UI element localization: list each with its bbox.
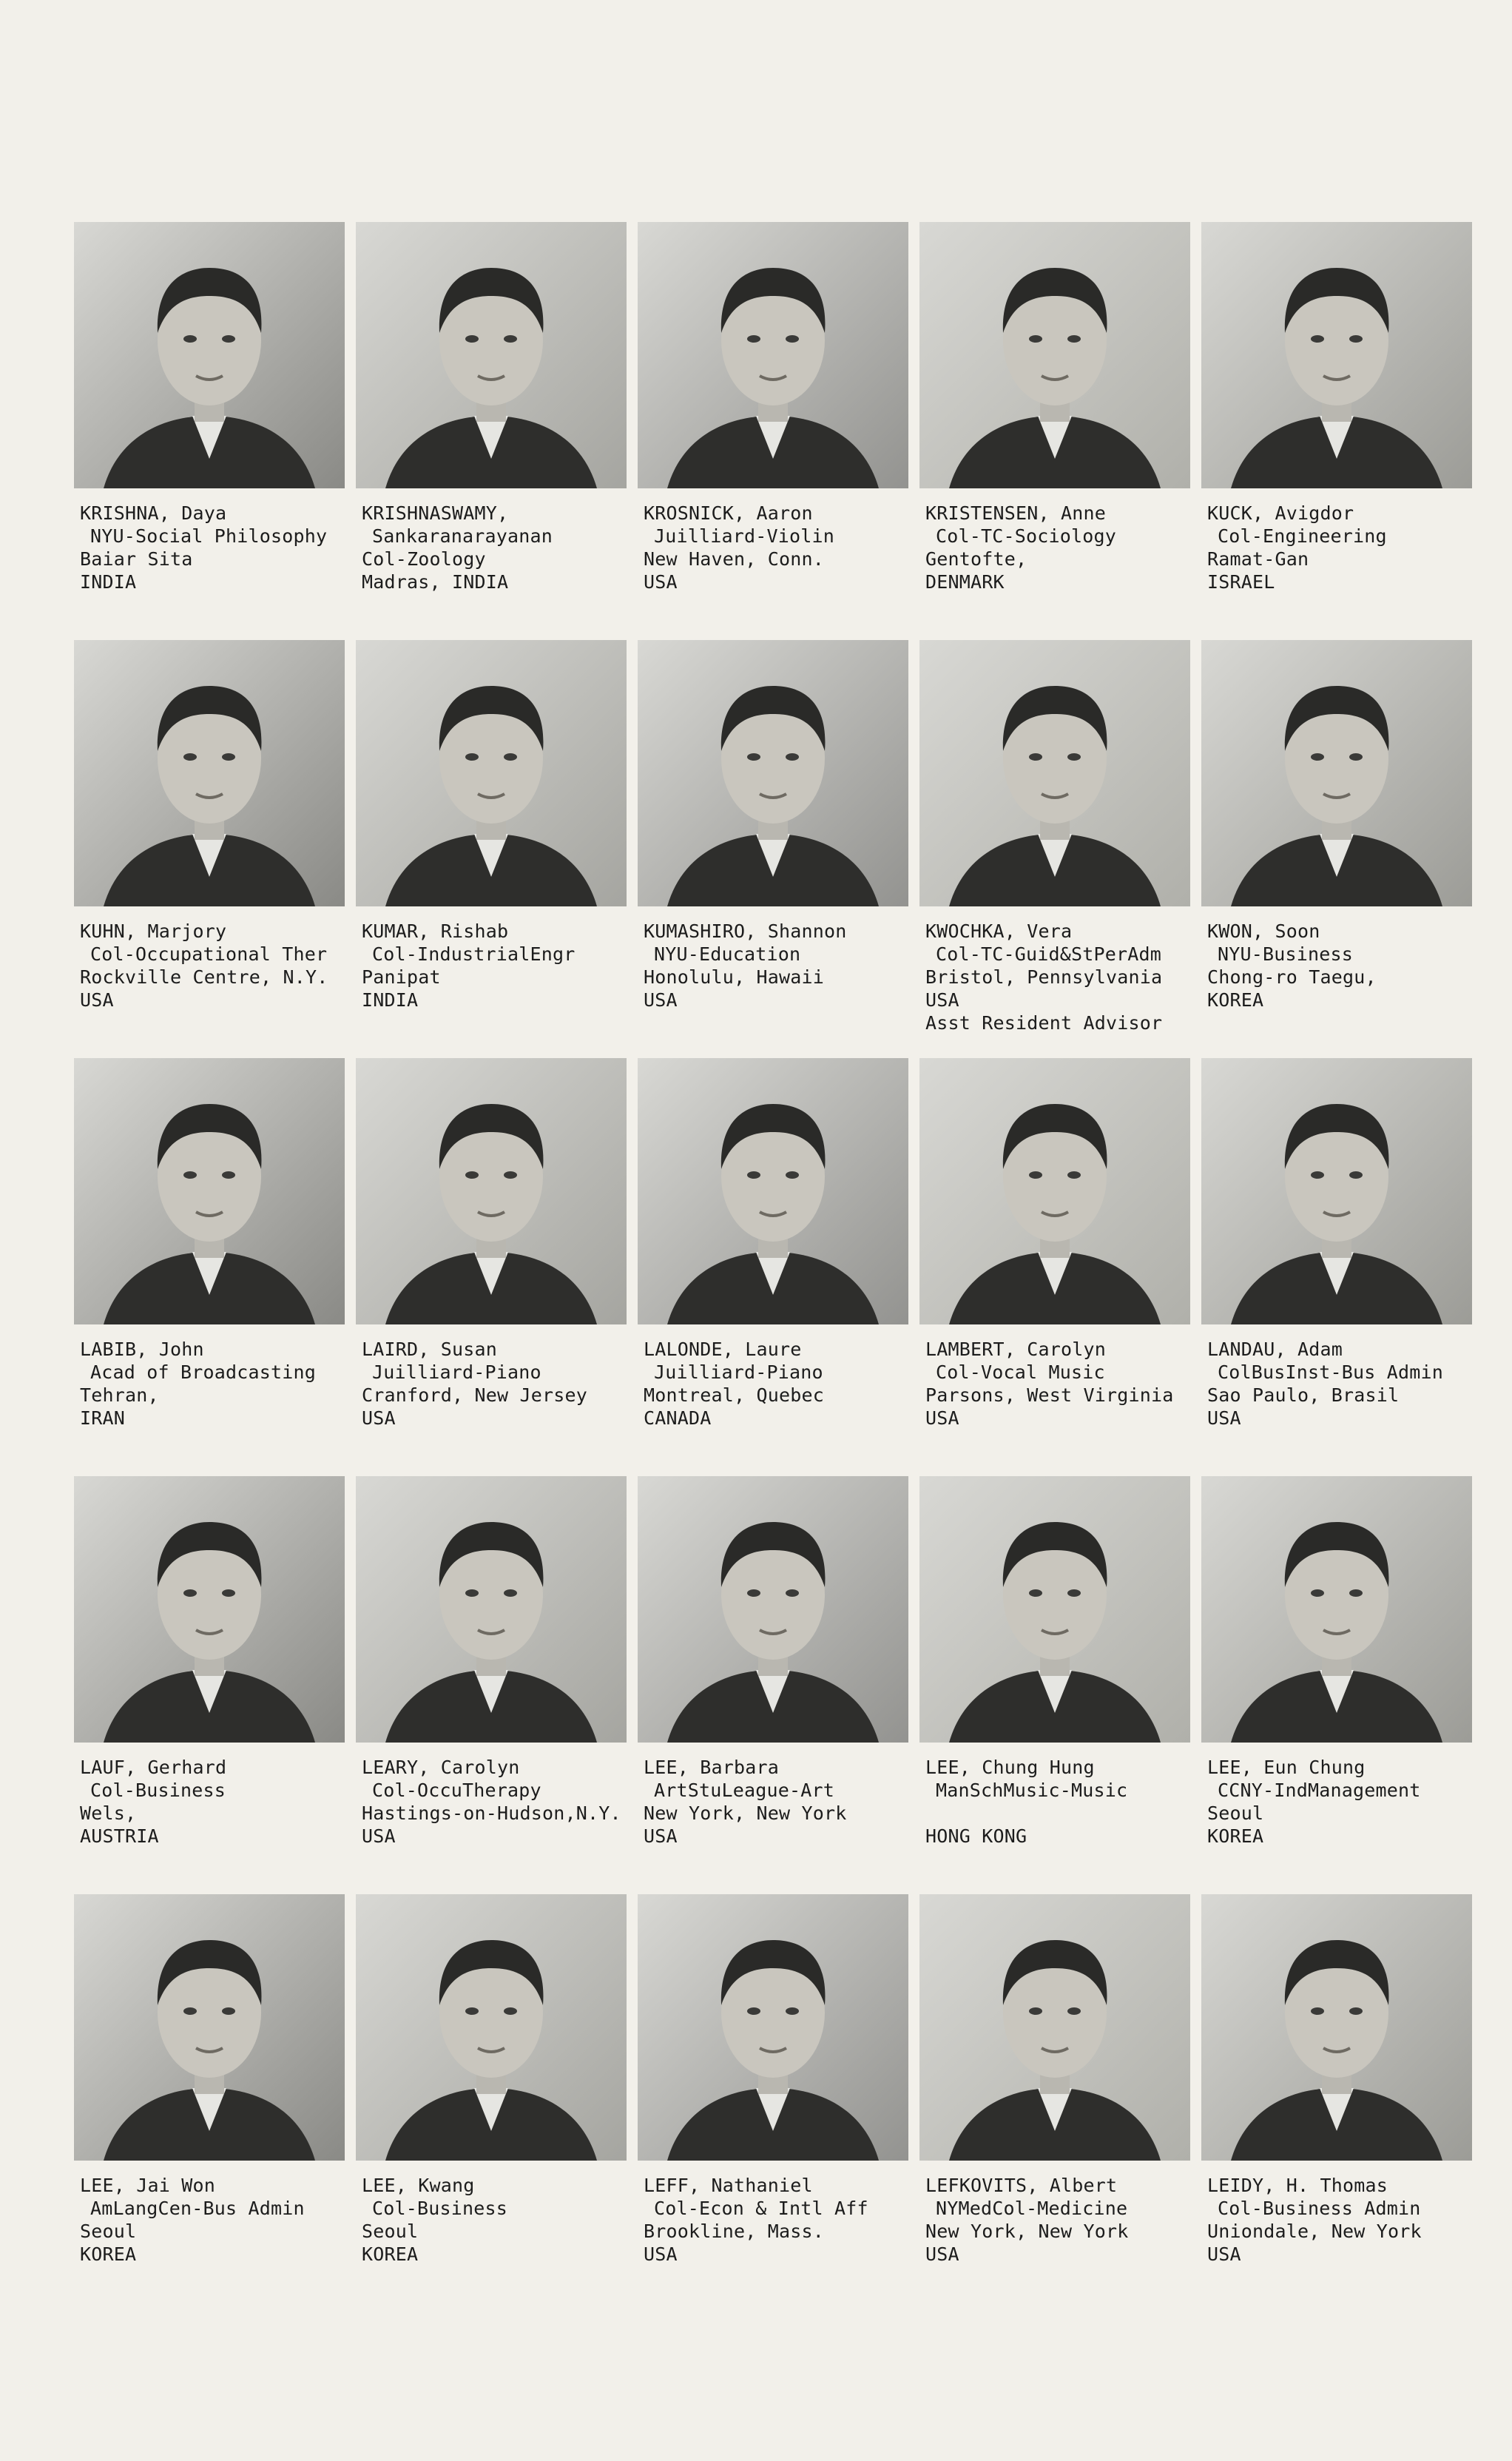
student-entry [356, 1058, 627, 1476]
student-country: HONG KONG [925, 1825, 1027, 1847]
student-hometown [925, 1802, 1192, 1825]
student-school: Col-Business Admin [1218, 2198, 1421, 2219]
portrait-photo [919, 222, 1190, 488]
student-entry [1201, 1058, 1472, 1476]
student-country: KOREA [1207, 1825, 1264, 1847]
student-name: KUMAR, Rishab [362, 920, 509, 942]
student-school: Juilliard-Piano [372, 1361, 541, 1383]
student-hometown: Baiar Sita [80, 548, 193, 570]
student-country: DENMARK [925, 571, 1005, 593]
student-hometown: Gentofte, [925, 548, 1027, 570]
student-country: INDIA [80, 571, 137, 593]
student-entry [1201, 640, 1472, 1058]
student-school: Col-Econ & Intl Aff [654, 2198, 868, 2219]
student-caption [362, 2174, 628, 2266]
student-country: USA [362, 1825, 396, 1847]
portrait-grid [74, 222, 1472, 2312]
student-country: KOREA [362, 2243, 419, 2265]
student-school: ArtStuLeague-Art [654, 1780, 835, 1801]
student-name: LEE, Kwang [362, 2175, 475, 2196]
student-hometown: Chong-ro Taegu, [1207, 966, 1377, 988]
student-name: LEE, Chung Hung [925, 1757, 1095, 1778]
portrait-photo [74, 222, 345, 488]
student-hometown: Sao Paulo, Brasil [1207, 1384, 1400, 1406]
student-caption [80, 502, 346, 593]
portrait-photo [356, 222, 627, 488]
student-entry [919, 1058, 1190, 1476]
student-entry [74, 222, 345, 640]
student-name: LAUF, Gerhard [80, 1757, 227, 1778]
student-hometown: New Haven, Conn. [644, 548, 825, 570]
student-caption [644, 920, 910, 1011]
student-school: Col-IndustrialEngr [372, 943, 576, 965]
student-caption [362, 1756, 628, 1848]
portrait-photo [638, 1058, 908, 1324]
student-caption [80, 920, 346, 1011]
student-hometown: Tehran, [80, 1384, 159, 1406]
student-entry [638, 640, 908, 1058]
student-hometown: Hastings-on-Hudson,N.Y. [362, 1802, 621, 1824]
student-name: LEFKOVITS, Albert [925, 2175, 1118, 2196]
student-name: LEE, Jai Won [80, 2175, 216, 2196]
student-caption [80, 1756, 346, 1848]
student-caption [925, 2174, 1192, 2266]
student-entry [74, 1476, 345, 1894]
student-country: USA [925, 989, 959, 1011]
student-caption [362, 920, 628, 1011]
student-school: NYU-Social Philosophy [90, 525, 328, 547]
student-school: Acad of Broadcasting [90, 1361, 317, 1383]
portrait-photo [74, 1476, 345, 1743]
student-school: Col-Business [372, 2198, 508, 2219]
student-country: USA [644, 2243, 678, 2265]
student-entry [1201, 222, 1472, 640]
student-country: KOREA [1207, 989, 1264, 1011]
student-entry [356, 640, 627, 1058]
portrait-photo [74, 640, 345, 906]
student-school: CCNY-IndManagement [1218, 1780, 1421, 1801]
student-name: LALONDE, Laure [644, 1339, 802, 1360]
student-country: USA [80, 989, 114, 1011]
student-school: Juilliard-Piano [654, 1361, 823, 1383]
student-name: KRISHNA, Daya [80, 502, 227, 524]
student-school: NYU-Education [654, 943, 801, 965]
portrait-photo [1201, 222, 1472, 488]
student-caption [644, 1756, 910, 1848]
student-entry [919, 1476, 1190, 1894]
student-name: KRISHNASWAMY, [362, 502, 509, 524]
student-name: KWON, Soon [1207, 920, 1320, 942]
student-caption [925, 1756, 1192, 1848]
student-country: USA [644, 1825, 678, 1847]
student-name: LEIDY, H. Thomas [1207, 2175, 1388, 2196]
portrait-photo [1201, 640, 1472, 906]
student-school: Col-TC-Guid&StPerAdm [936, 943, 1162, 965]
student-country: USA [1207, 2243, 1241, 2265]
student-name: LABIB, John [80, 1339, 204, 1360]
student-school: Juilliard-Violin [654, 525, 835, 547]
student-school: Col-Occupational Ther [90, 943, 328, 965]
portrait-photo [74, 1058, 345, 1324]
student-caption [925, 502, 1192, 593]
student-country: USA [925, 2243, 959, 2265]
student-entry [356, 222, 627, 640]
student-caption [644, 1338, 910, 1430]
student-caption [1207, 2174, 1474, 2266]
student-name: KRISTENSEN, Anne [925, 502, 1107, 524]
student-caption [925, 920, 1192, 1034]
student-hometown: Cranford, New Jersey [362, 1384, 588, 1406]
portrait-photo [638, 1894, 908, 2161]
student-country: ISRAEL [1207, 571, 1275, 593]
student-country: USA [1207, 1407, 1241, 1429]
student-hometown: Wels, [80, 1802, 137, 1824]
portrait-photo [356, 640, 627, 906]
student-school: AmLangCen-Bus Admin [90, 2198, 305, 2219]
student-country: CANADA [644, 1407, 712, 1429]
student-entry [74, 1894, 345, 2312]
student-entry [356, 1894, 627, 2312]
student-entry [1201, 1894, 1472, 2312]
student-school: Col-Engineering [1218, 525, 1387, 547]
student-country: USA [644, 989, 678, 1011]
student-hometown: Uniondale, New York [1207, 2221, 1422, 2242]
student-hometown: Panipat [362, 966, 441, 988]
student-entry [638, 222, 908, 640]
portrait-photo [1201, 1058, 1472, 1324]
portrait-photo [638, 222, 908, 488]
student-name: LEE, Eun Chung [1207, 1757, 1366, 1778]
student-caption [80, 1338, 346, 1430]
student-country: Madras, INDIA [362, 571, 509, 593]
student-entry [919, 1894, 1190, 2312]
student-entry [638, 1894, 908, 2312]
student-hometown: Honolulu, Hawaii [644, 966, 825, 988]
student-caption [1207, 1338, 1474, 1430]
student-country: USA [925, 1407, 959, 1429]
student-country: USA [362, 1407, 396, 1429]
portrait-photo [1201, 1894, 1472, 2161]
student-name: LEARY, Carolyn [362, 1757, 520, 1778]
student-school: Col-TC-Sociology [936, 525, 1117, 547]
student-caption [925, 1338, 1192, 1430]
portrait-photo [919, 1476, 1190, 1743]
student-school: ColBusInst-Bus Admin [1218, 1361, 1444, 1383]
student-hometown: Col-Zoology [362, 548, 486, 570]
student-entry [74, 1058, 345, 1476]
student-caption [362, 502, 628, 593]
student-entry [1201, 1476, 1472, 1894]
student-country: IRAN [80, 1407, 126, 1429]
portrait-photo [638, 640, 908, 906]
student-hometown: New York, New York [925, 2221, 1129, 2242]
student-entry [74, 640, 345, 1058]
student-school: NYU-Business [1218, 943, 1354, 965]
student-name: KROSNICK, Aaron [644, 502, 813, 524]
portrait-photo [74, 1894, 345, 2161]
student-entry [919, 640, 1190, 1058]
portrait-photo [1201, 1476, 1472, 1743]
student-school: ManSchMusic-Music [936, 1780, 1128, 1801]
student-name: KWOCHKA, Vera [925, 920, 1073, 942]
student-note: Asst Resident Advisor [925, 1012, 1163, 1034]
student-caption [644, 2174, 910, 2266]
student-caption [644, 502, 910, 593]
student-caption [362, 1338, 628, 1430]
student-school: Sankaranarayanan [372, 525, 553, 547]
student-hometown: Ramat-Gan [1207, 548, 1309, 570]
student-school: NYMedCol-Medicine [936, 2198, 1128, 2219]
student-caption [1207, 1756, 1474, 1848]
student-caption [80, 2174, 346, 2266]
student-entry [638, 1476, 908, 1894]
student-name: KUHN, Marjory [80, 920, 227, 942]
student-hometown: Seoul [1207, 1802, 1264, 1824]
student-school: Col-Business [90, 1780, 226, 1801]
student-name: KUCK, Avigdor [1207, 502, 1354, 524]
student-name: LAIRD, Susan [362, 1339, 498, 1360]
student-caption [1207, 920, 1474, 1011]
portrait-photo [356, 1476, 627, 1743]
student-name: LEE, Barbara [644, 1757, 780, 1778]
student-caption [1207, 502, 1474, 593]
student-country: KOREA [80, 2243, 137, 2265]
student-school: Col-Vocal Music [936, 1361, 1105, 1383]
student-country: USA [644, 571, 678, 593]
portrait-photo [919, 1058, 1190, 1324]
student-entry [356, 1476, 627, 1894]
student-hometown: Seoul [80, 2221, 137, 2242]
portrait-photo [356, 1894, 627, 2161]
student-country: INDIA [362, 989, 419, 1011]
student-entry [919, 222, 1190, 640]
student-hometown: Rockville Centre, N.Y. [80, 966, 328, 988]
student-hometown: New York, New York [644, 1802, 847, 1824]
student-name: LEFF, Nathaniel [644, 2175, 813, 2196]
student-hometown: Seoul [362, 2221, 419, 2242]
portrait-photo [638, 1476, 908, 1743]
student-hometown: Bristol, Pennsylvania [925, 966, 1163, 988]
student-name: LAMBERT, Carolyn [925, 1339, 1107, 1360]
student-name: KUMASHIRO, Shannon [644, 920, 847, 942]
portrait-photo [356, 1058, 627, 1324]
student-name: LANDAU, Adam [1207, 1339, 1343, 1360]
student-hometown: Parsons, West Virginia [925, 1384, 1174, 1406]
student-hometown: Montreal, Quebec [644, 1384, 825, 1406]
student-hometown: Brookline, Mass. [644, 2221, 825, 2242]
student-country: AUSTRIA [80, 1825, 159, 1847]
student-school: Col-OccuTherapy [372, 1780, 541, 1801]
student-entry [638, 1058, 908, 1476]
portrait-photo [919, 640, 1190, 906]
portrait-photo [919, 1894, 1190, 2161]
